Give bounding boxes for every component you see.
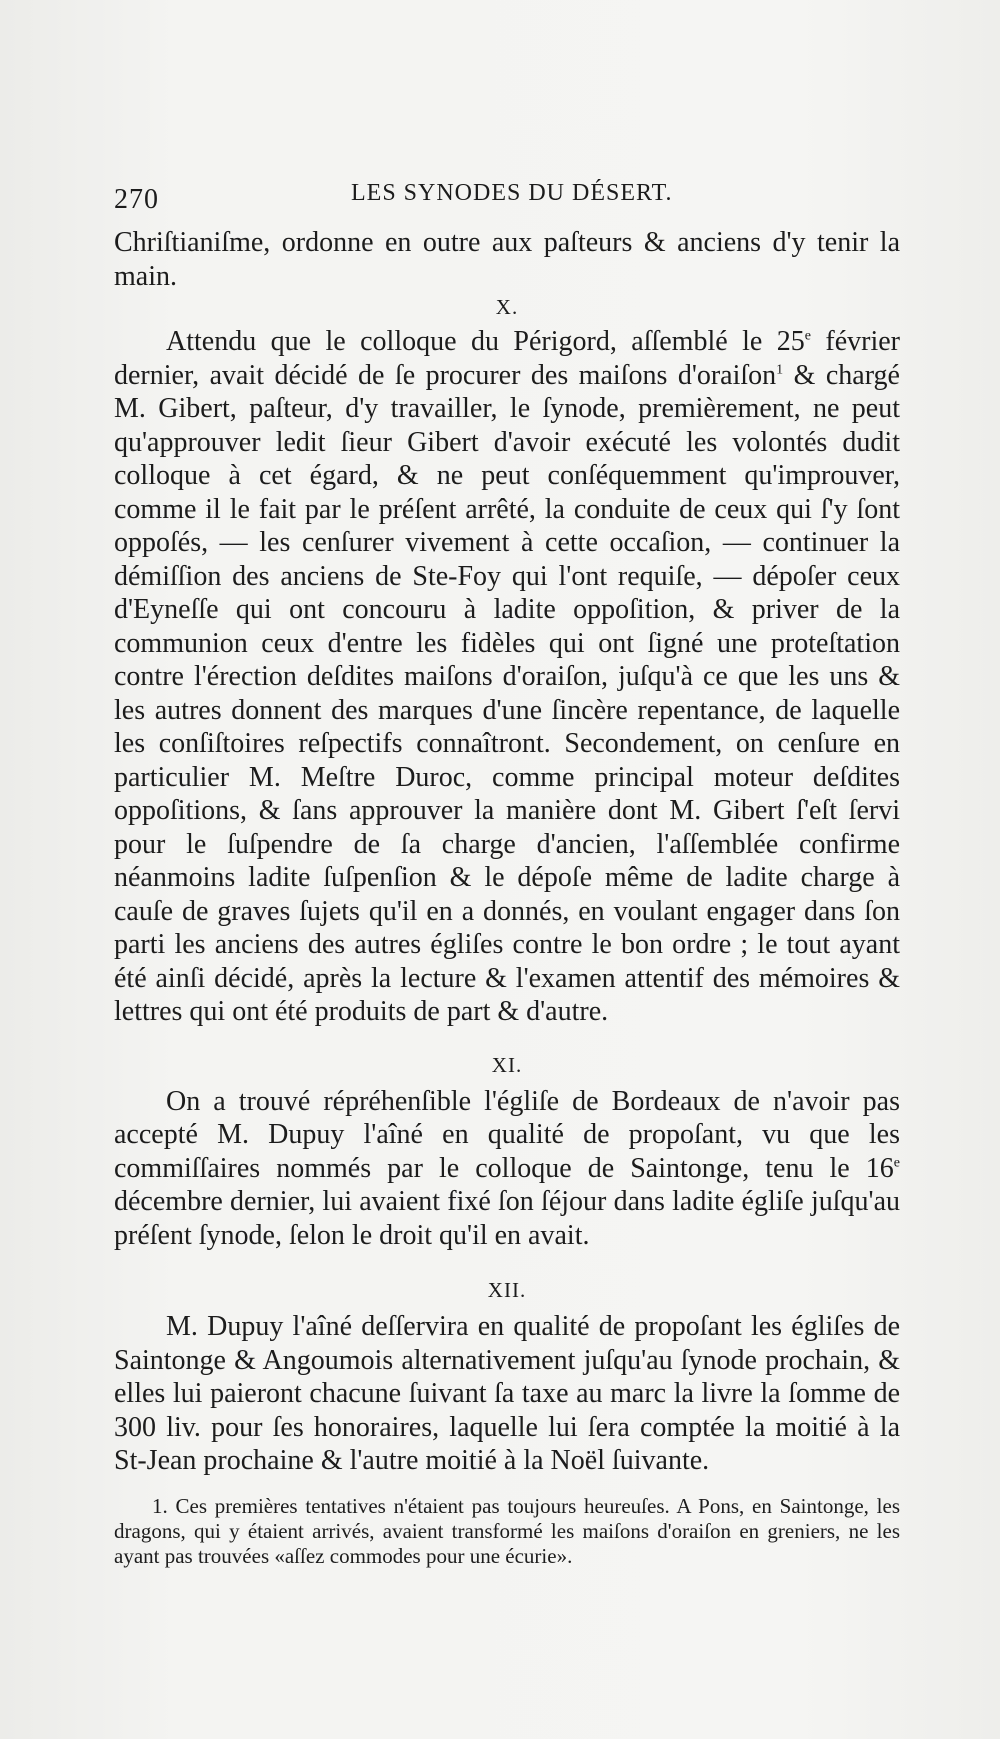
running-title: LES SYNODES DU DÉSERT.: [351, 180, 673, 206]
ordinal-superscript: e: [804, 328, 811, 344]
ordinal-superscript: e: [893, 1155, 900, 1171]
section-x-text-middle: février dernier, avait décidé de ſe procurer des maiſons d'oraiſon: [114, 326, 901, 391]
section-xii-paragraph: M. Dupuy l'aîné deſſervira en qualité de propoſant les égliſes de Saintonge & Angoumois alternativement juſqu'au ſynode prochain, & elles lui paieront chacune ſuivant ſa taxe au marc la livre la ſomme de 300 liv. pour ſes honoraires, laquelle lui ſera comptée la moitié à la St-Jean prochaine & l'autre moitié à la Noël ſuivante.: [114, 1311, 900, 1476]
section-xi-text-end: décembre dernier, lui avaient fixé ſon ſéjour dans ladite égliſe juſqu'au préſent ſynode, ſelon le droit qu'il en avait.: [114, 1186, 900, 1251]
page-header: [114, 178, 794, 218]
continuation-paragraph: Chriſtianiſme, ordonne en outre aux paſteurs & anciens d'y tenir la main.: [114, 227, 900, 292]
section-xi-text-start: On a trouvé répréhenſible l'égliſe de Bordeaux de n'avoir pas accepté M. Dupuy l'aîné en qualité de propoſant, vu que les commiſſaires nommés par le colloque de Saintonge, tenu le 16: [114, 1085, 900, 1184]
section-x-text-end: & chargé M. Gibert, paſteur, d'y travailler, le ſynode, premièrement, ne peut qu'approuver ledit ſieur Gibert d'avoir exécuté les volontés dudit colloque à cet égard, & ne peut conſéquemment qu'improuver, comme il le fait par le préſent arrêté, la conduite de ceux qui ſ'y ſont oppoſés, — les cenſurer vivement à cette occaſion, — continuer la démiſſion des anciens de Ste-Foy qui l'ont requiſe, — dépoſer ceux d'Eyneſſe qui ont concouru à ladite oppoſition, & priver de la communion ceux d'entre les fidèles qui ont ſigné une proteſtation contre l'érection deſdites maiſons d'oraiſon, juſqu'à ce que les uns & les autres donnent des marques d'une ſincère repentance, de laquelle les conſiſtoires reſpectifs connaîtront. Secondement, on cenſure en particulier M. Meſtre Duroc, comme principal moteur deſdites oppoſitions, & ſans approuver la manière dont M. Gibert ſ'eſt ſervi pour le ſuſpendre de ſa charge d'ancien, l'aſſemblée confirme néanmoins ladite ſuſpenſion & le dépoſe même de ladite charge à cauſe de graves ſujets qu'il en a donnés, en voulant engager dans ſon parti les anciens des autres égliſes contre le bon ordre ; le tout ayant été ainſi décidé, après la lecture & l'examen attentif des mémoires & lettres qui ont été produits de part & d'autre.: [114, 359, 900, 1027]
section-number-x: X.: [495, 295, 519, 319]
body-text: [114, 226, 900, 1569]
section-x-text-start: Attendu que le colloque du Périgord, aſſemblé le 25: [166, 326, 805, 357]
section-number-xii: XII.: [487, 1278, 527, 1302]
page-number: 270: [114, 184, 159, 215]
section-number-xi: XI.: [491, 1052, 523, 1077]
footnote: 1. Ces premières tentatives n'étaient pas toujours heureuſes. A Pons, en Saintonge, les dragons, qui y étaient arrivés, avaient transformé les maiſons d'oraiſon en greniers, ne les ayant pas trouvées «aſſez commodes pour une écurie».: [114, 1493, 900, 1568]
footnote-reference: 1: [776, 362, 784, 378]
section-x-paragraph: [114, 325, 900, 1029]
section-xi-paragraph: [114, 1085, 900, 1253]
